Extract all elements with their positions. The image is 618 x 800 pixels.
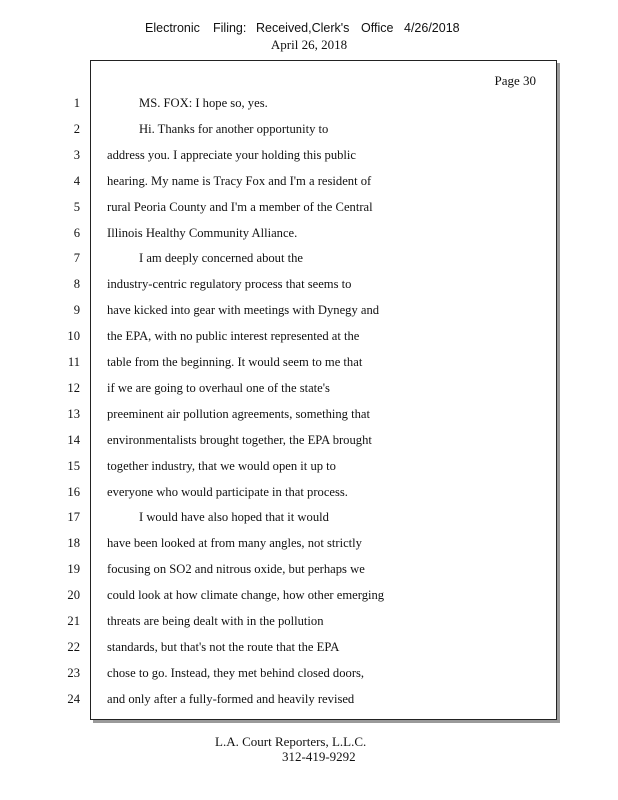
line-number: 21 (67, 614, 80, 628)
line-text: I am deeply concerned about the (139, 251, 303, 266)
stamp-word: Filing: (213, 21, 247, 35)
transcript-line (0, 200, 618, 216)
transcript-line (0, 459, 618, 475)
line-number: 15 (67, 458, 80, 473)
line-text: have kicked into gear with meetings with Dynegy and (107, 303, 380, 318)
transcript-line (0, 510, 618, 526)
line-text: table from the beginning. It would seem to me that (107, 355, 363, 369)
line-number: 11 (67, 355, 80, 369)
transcript-line (0, 666, 618, 682)
transcript-line (0, 174, 618, 190)
line-number: 12 (67, 380, 80, 395)
line-text: industry-centric regulatory process that seems to (107, 277, 352, 292)
line-text: focusing on SO2 and nitrous oxide, but perhaps we (107, 562, 365, 577)
line-text: standards, but that's not the route that the EPA (107, 639, 340, 654)
transcript-line (0, 692, 618, 708)
transcript-line (0, 485, 618, 501)
line-number: 16 (67, 484, 80, 499)
transcript-line (0, 614, 618, 630)
line-number: 10 (67, 329, 80, 344)
line-number: 13 (67, 406, 80, 421)
transcript-line (0, 148, 618, 164)
line-number: 7 (73, 251, 80, 266)
stamp-word: Received,Clerk's (256, 21, 350, 35)
line-text: hearing. My name is Tracy Fox and I'm a resident of (107, 173, 372, 188)
transcript-line (0, 329, 618, 345)
transcript-line (0, 251, 618, 267)
line-number: 23 (67, 665, 80, 680)
stamp-word: 4/26/2018 (404, 21, 460, 35)
line-text: if we are going to overhaul one of the state's (107, 380, 330, 395)
transcript-line (0, 303, 618, 319)
line-text: MS. FOX: I hope so, yes. (139, 96, 268, 110)
transcript-line (0, 407, 618, 423)
line-text: everyone who would participate in that process. (107, 484, 348, 499)
line-number: 3 (73, 147, 80, 162)
transcript-line (0, 355, 618, 371)
line-text: could look at how climate change, how other emerging (107, 588, 385, 603)
reporter-phone: 312-419-9292 (282, 749, 356, 764)
line-number: 17 (67, 510, 80, 525)
line-number: 9 (73, 303, 80, 318)
stamp-word: Electronic (145, 21, 200, 35)
line-number: 4 (73, 173, 80, 188)
line-text: I would have also hoped that it would (139, 510, 329, 525)
line-number: 20 (67, 588, 80, 603)
line-text: have been looked at from many angles, not strictly (107, 536, 362, 551)
filing-stamp (0, 18, 618, 52)
transcript-line (0, 122, 618, 138)
transcript-line (0, 536, 618, 552)
stamp-word: Office (361, 21, 394, 35)
transcript-line (0, 640, 618, 656)
transcript-line (0, 588, 618, 604)
line-number: 8 (73, 277, 80, 292)
transcript-line (0, 381, 618, 397)
line-number: 14 (67, 432, 80, 447)
line-number: 22 (67, 639, 80, 654)
line-number: 19 (67, 562, 80, 577)
line-text: Hi. Thanks for another opportunity to (139, 121, 329, 136)
line-number: 5 (73, 199, 80, 214)
line-number: 24 (67, 691, 80, 706)
line-number: 18 (67, 536, 80, 551)
line-text: and only after a fully-formed and heavily revised (107, 691, 355, 706)
transcript-line (0, 562, 618, 578)
line-number: 6 (73, 225, 80, 240)
line-text: preeminent air pollution agreements, something that (107, 406, 370, 421)
line-text: together industry, that we would open it up to (107, 458, 336, 473)
reporter-company: L.A. Court Reporters, L.L.C. (215, 734, 367, 749)
line-text: threats are being dealt with in the pollution (107, 614, 324, 628)
transcript-line (0, 226, 618, 242)
transcript-line (0, 277, 618, 293)
stamp-date: April 26, 2018 (270, 37, 348, 52)
line-text: rural Peoria County and I'm a member of the Central (107, 199, 373, 214)
line-text: address you. I appreciate your holding this public (107, 147, 357, 162)
transcript-line (0, 433, 618, 449)
line-text: Illinois Healthy Community Alliance. (107, 225, 298, 240)
line-text: environmentalists brought together, the EPA brought (107, 432, 372, 447)
transcript-line (0, 96, 618, 112)
page-number: Page 30 (494, 73, 536, 88)
line-number: 1 (73, 96, 80, 110)
line-text: the EPA, with no public interest represented at the (107, 329, 360, 344)
line-text: chose to go. Instead, they met behind closed doors, (107, 665, 365, 680)
line-number: 2 (73, 121, 80, 136)
